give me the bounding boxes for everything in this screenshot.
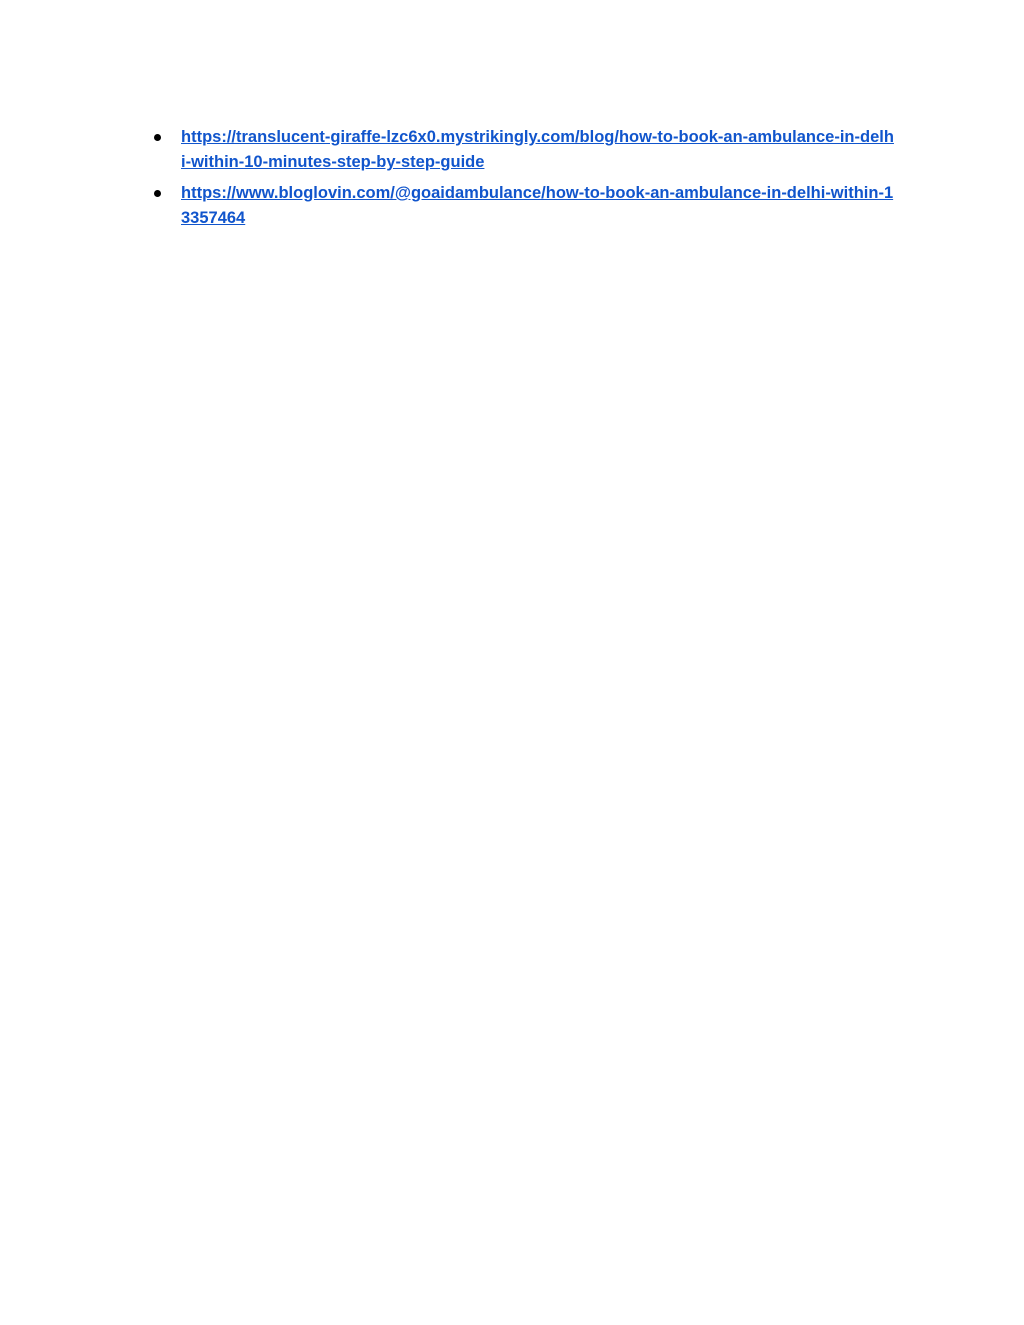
link-mystrikingly-blog[interactable] — [181, 125, 910, 175]
link-text-line: i-within-10-minutes-step-by-step-guide — [181, 153, 485, 171]
link-text-line: https://translucent-giraffe-lzc6x0.mystrikingly.com/blog/how-to-book-an-ambulance-in-delh — [181, 128, 894, 146]
bullet-icon — [154, 190, 161, 197]
link-text-line: https://www.bloglovin.com/@goaidambulance/how-to-book-an-ambulance-in-delhi-within-1 — [181, 184, 894, 202]
bulleted-link-list — [150, 125, 910, 237]
list-item — [150, 181, 910, 231]
link-bloglovin[interactable] — [181, 181, 910, 231]
bullet-icon — [154, 134, 161, 141]
link-text-line: 3357464 — [181, 209, 246, 227]
list-item — [150, 125, 910, 175]
